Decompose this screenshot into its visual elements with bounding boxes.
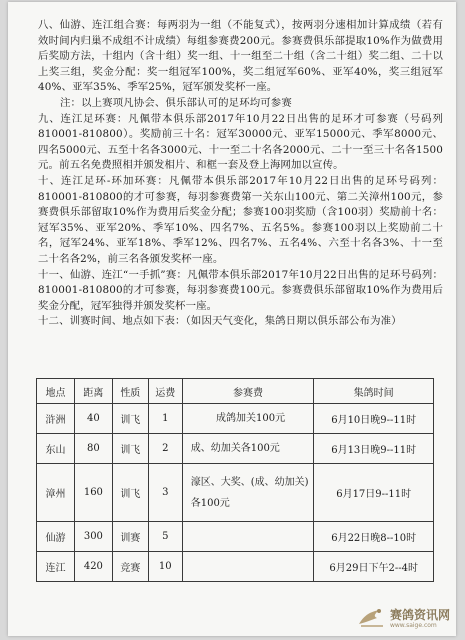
cell-freight: 3 — [148, 464, 182, 522]
header-place: 地点 — [37, 379, 75, 404]
cell-time: 6月10日晚9--11时 — [314, 404, 434, 434]
cell-place: 漳州 — [37, 464, 75, 522]
cell-type: 训飞 — [112, 404, 148, 434]
table-row — [37, 464, 434, 522]
cell-fee: 成鸽加关100元 — [182, 404, 314, 434]
cell-distance: 420 — [74, 552, 112, 582]
header-freight: 运费 — [148, 379, 182, 404]
table-row — [37, 434, 434, 464]
cell-place: 连江 — [37, 552, 75, 582]
watermark-name: 赛鸽资讯网 — [389, 608, 450, 622]
cell-freight: 1 — [148, 404, 182, 434]
cell-time: 6月29日下午2--4时 — [314, 552, 434, 582]
section-11-paragraph: 十一、仙游、连江“一手抓”赛：凡佩带本俱乐部2017年10月22日出售的足环号码列：810001-810800的才可参赛，每羽参赛费100元。参赛费俱乐部留取10%作为费用后奖金分配，冠军独得并颁发奖杯一座。 — [38, 268, 443, 312]
table-row — [37, 552, 434, 582]
section-8-paragraph: 八、仙游、连江组合赛：每两羽为一组（不能复式），按两羽分速相加计算成绩（若有效时间内归巢不成组不计成绩）每组参赛费200元。参赛费俱乐部提取10%作为做费用后奖励方法，十组内（含十组）奖一组、十一组至二十组（含二十组）奖二组、二十以上奖三组，奖金分配：奖一组冠军100%，奖二组冠军60%、亚军40%，奖三组冠军40%、亚军35%、季军25%，冠军颁发奖杯一座。 — [38, 19, 443, 94]
section-12-paragraph: 十二、训赛时间、地点如下表：（如因天气变化，集鸽日期以俱乐部公布为准） — [38, 315, 402, 328]
cell-time: 6月22日晚8--10时 — [314, 522, 434, 552]
note-paragraph: 注：以上赛项凡协会、俱乐部认可的足环均可参赛 — [60, 96, 292, 109]
cell-freight: 10 — [148, 552, 182, 582]
cell-distance: 80 — [74, 434, 112, 464]
cell-time: 6月17日9--11时 — [314, 464, 434, 522]
cell-type: 竞赛 — [112, 552, 148, 582]
cell-distance: 300 — [74, 522, 112, 552]
table-row — [37, 522, 434, 552]
cell-freight: 5 — [148, 522, 182, 552]
section-10-paragraph: 十、连江足环-环加环赛：凡佩带本俱乐部2017年10月22日出售的足环号码列：810001-810800的才可参赛，每羽参赛费第一关东山100元、第二关漳州100元，参赛费俱乐部留取10%作为费用后奖金分配；参赛100羽奖励（含100羽）奖励前十名：冠军35%、亚军20%、季军10%、四名7%、五名5%。参赛100羽以上奖励前二十名，冠军24%、亚军18%、季军12%、四名7%、五名4%、六至十名各3%、十一至二十名各2%，前三名各颁发奖杯一座。 — [38, 174, 443, 265]
section-9-paragraph: 九、连江足环赛：凡佩带本俱乐部2017年10月22日出售的足环才可参赛（号码列810001-810800）。奖励前三十名：冠军30000元、亚军15000元、季军8000元、四名5000元、五至十名各3000元、十一至二十名各2000元、二十一至三十名各1500元。前五名免费照相并颁发相片、和框一套及登上海网加以宣传。 — [38, 112, 443, 172]
watermark-url: www.saige.com — [389, 622, 437, 629]
cell-place: 东山 — [37, 434, 75, 464]
cell-type: 训赛 — [112, 522, 148, 552]
pigeon-logo-icon — [357, 606, 387, 630]
watermark — [357, 606, 450, 630]
table-header-row — [37, 379, 434, 404]
fee-line: 濠区、大奖、(成、幼加关) — [190, 476, 309, 488]
cell-fee — [182, 552, 314, 582]
cell-type: 训飞 — [112, 464, 148, 522]
document-body — [38, 18, 443, 330]
cell-distance: 160 — [74, 464, 112, 522]
cell-fee — [182, 522, 314, 552]
cell-distance: 40 — [74, 404, 112, 434]
table-row — [37, 404, 434, 434]
cell-freight: 2 — [148, 434, 182, 464]
cell-time: 6月13日晚9--11时 — [314, 434, 434, 464]
header-type: 性质 — [112, 379, 148, 404]
header-fee: 参赛费 — [182, 379, 314, 404]
cell-fee: 成、幼加关各100元 — [182, 434, 314, 464]
schedule-table — [36, 378, 434, 582]
document-page — [8, 2, 456, 636]
fee-line: 各100元 — [190, 497, 230, 509]
header-distance: 距离 — [74, 379, 112, 404]
cell-place: 仙游 — [37, 522, 75, 552]
header-time: 集鸽时间 — [314, 379, 434, 404]
cell-fee — [182, 464, 314, 522]
cell-type: 训飞 — [112, 434, 148, 464]
cell-place: 浒洲 — [37, 404, 75, 434]
